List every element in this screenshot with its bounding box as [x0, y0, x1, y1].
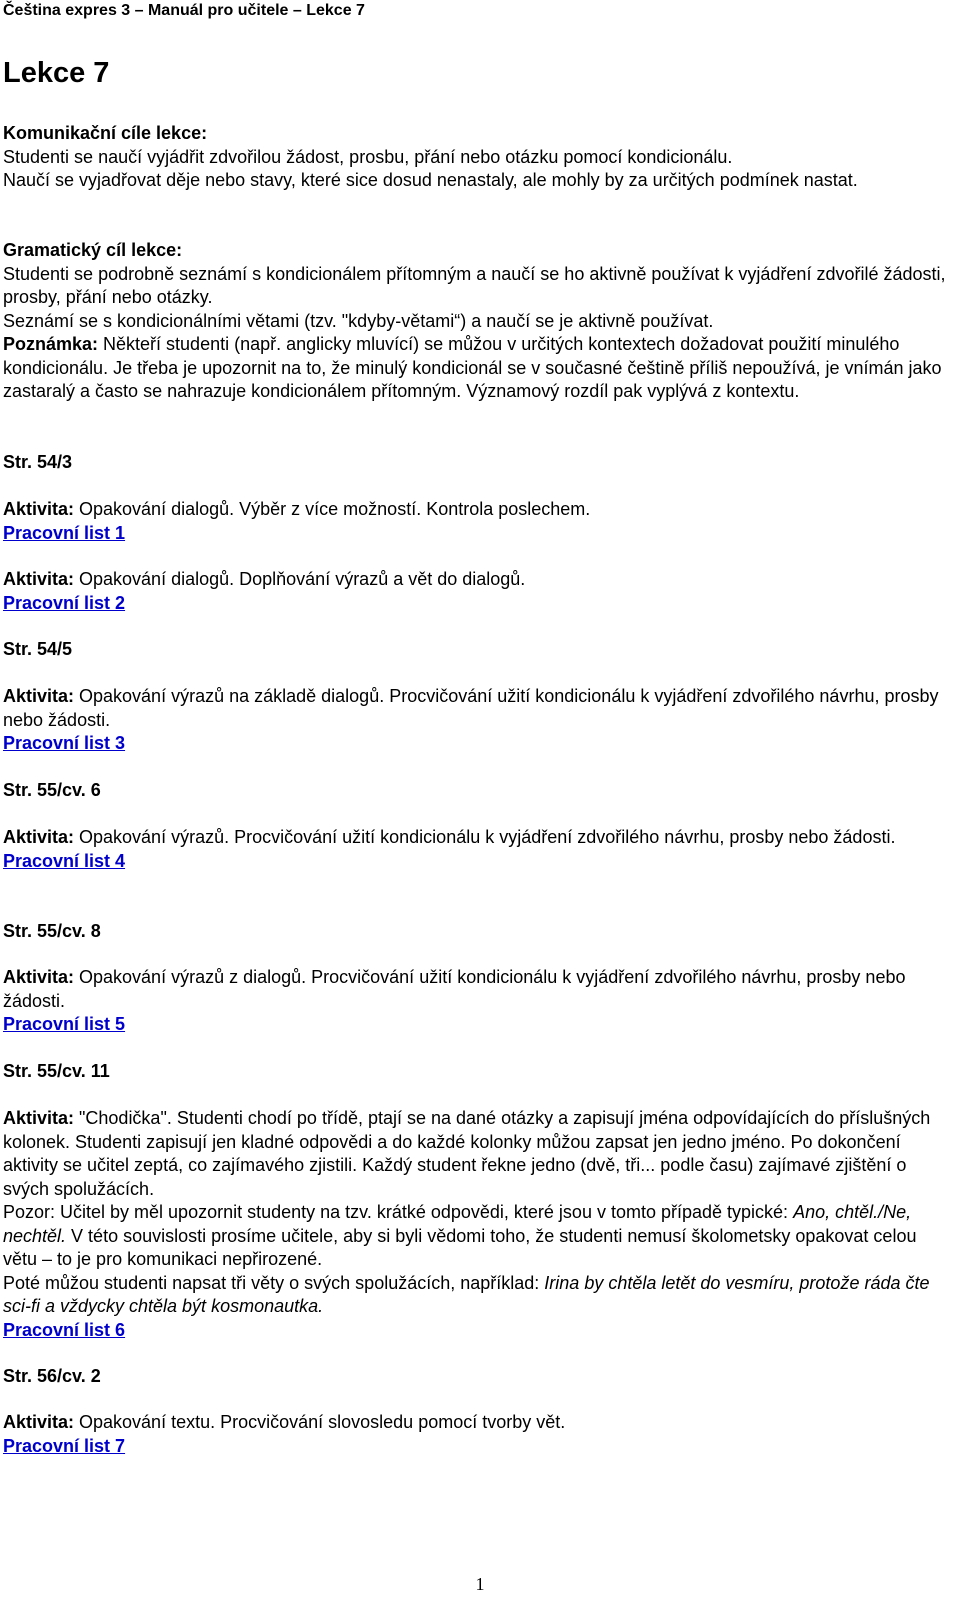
- communicative-goals-heading: Komunikační cíle lekce:: [3, 123, 208, 143]
- activity-description: [3, 1411, 953, 1435]
- activity: [3, 498, 953, 545]
- grammar-goals-line: Studenti se podrobně seznámí s kondicionálem přítomným a naučí se ho aktivně používat k vyjádření zdvořilé žádosti, prosby, přání nebo otázky.: [3, 263, 946, 307]
- grammar-note: [3, 333, 953, 404]
- activity-label: Aktivita:: [3, 1412, 75, 1432]
- communicative-goals-line: Studenti se naučí vyjádřit zdvořilou žádost, prosbu, přání nebo otázku pomocí kondicionálu.: [3, 146, 733, 167]
- warning-text: Pozor: Učitel by měl upozornit studenty na tzv. krátké odpovědi, které jsou v tomto případě typické:: [3, 1202, 794, 1222]
- activity-description: [3, 568, 953, 592]
- example-note: [3, 1272, 953, 1319]
- worksheet-link[interactable]: Pracovní list 5: [3, 1014, 126, 1034]
- activity-text: Opakování textu. Procvičování slovosledu pomocí tvorby vět.: [74, 1412, 566, 1432]
- activity-text: Opakování dialogů. Doplňování výrazů a vět do dialogů.: [74, 569, 526, 589]
- grammar-goals: [3, 239, 953, 404]
- activity-label: Aktivita:: [3, 499, 75, 519]
- activity: [3, 685, 953, 756]
- example-sentence: Irina by chtěla letět do vesmíru, protože ráda čte sci-fi a vždycky chtěla být kosmonautka.: [3, 1272, 930, 1316]
- activity: [3, 966, 953, 1037]
- warning-text: V této souvislosti prosíme učitele, aby si byli vědomi toho, že studenti nemusí školometsky opakovat celou větu – to je pro komunikaci nepřirozené.: [3, 1225, 917, 1269]
- worksheet-link[interactable]: Pracovní list 2: [3, 592, 126, 613]
- example-intro: Poté můžou studenti napsat tři věty o svých spolužácích, například:: [3, 1272, 545, 1293]
- worksheet-link[interactable]: Pracovní list 7: [3, 1435, 126, 1456]
- page-ref: Str. 54/3: [3, 452, 73, 472]
- activity-label: Aktivita:: [3, 967, 75, 987]
- activity-label: Aktivita:: [3, 569, 75, 589]
- lesson-title: Lekce 7: [3, 57, 110, 89]
- page-number: 1: [475, 1574, 485, 1594]
- worksheet-link[interactable]: Pracovní list 6: [3, 1319, 126, 1340]
- warning-note: [3, 1201, 953, 1272]
- communicative-goals: [3, 122, 953, 193]
- grammar-goals-heading: Gramatický cíl lekce:: [3, 240, 183, 260]
- activity-description: [3, 966, 953, 1013]
- activity: [3, 1107, 953, 1342]
- activity-description: [3, 1107, 953, 1201]
- running-header: Čeština expres 3 – Manuál pro učitele – Lekce 7: [3, 2, 365, 19]
- worksheet-link[interactable]: Pracovní list 3: [3, 733, 126, 753]
- activity: [3, 826, 953, 873]
- note-text: Někteří studenti (např. anglicky mluvící) se můžou v určitých kontextech dožadovat použití minulého kondicionálu. Je třeba je upozornit na to, že minulý kondicionál se v současné češtině příliš nepoužívá, je vnímán jako zastaralý a často se nahrazuje kondicionálem přítomným. Významový rozdíl pak vyplývá z kontextu.: [3, 334, 942, 401]
- activity-label: Aktivita:: [3, 827, 75, 847]
- page-ref: Str. 55/cv. 11: [3, 1061, 110, 1081]
- communicative-goals-line: Naučí se vyjadřovat děje nebo stavy, které sice dosud nenastaly, ale mohly by za určitých podmínek nastat.: [3, 170, 858, 190]
- page-ref: Str. 55/cv. 8: [3, 921, 101, 941]
- activity-description: [3, 826, 953, 850]
- grammar-goals-line: Seznámí se s kondicionálními větami (tzv. "kdyby-větami“) a naučí se je aktivně používat.: [3, 310, 714, 331]
- activity-label: Aktivita:: [3, 1108, 75, 1128]
- activity-text: Opakování výrazů na základě dialogů. Procvičování užití kondicionálu k vyjádření zdvořilého návrhu, prosby nebo žádosti.: [3, 686, 939, 730]
- activity: [3, 568, 953, 615]
- worksheet-link[interactable]: Pracovní list 1: [3, 522, 126, 543]
- warning-example: Ano, chtěl./Ne, nechtěl.: [3, 1202, 912, 1246]
- worksheet-link[interactable]: Pracovní list 4: [3, 850, 126, 871]
- activity-text: "Chodička". Studenti chodí po třídě, ptají se na dané otázky a zapisují jména odpovídajících do příslušných kolonek. Studenti zapisují jen kladné odpovědi a do každé kolonky můžou zapsat jen jedno jméno. Po dokončení aktivity se učitel zeptá, co zajímavého zjistili. Každý student řekne jedno (dvě, tři... podle času) zajímavé zjištění o svých spolužácích.: [3, 1108, 931, 1199]
- activity-description: [3, 685, 953, 732]
- activity-label: Aktivita:: [3, 686, 75, 706]
- activity: [3, 1411, 953, 1458]
- page-ref: Str. 56/cv. 2: [3, 1366, 101, 1386]
- activity-text: Opakování výrazů z dialogů. Procvičování užití kondicionálu k vyjádření zdvořilého návrhu, prosby nebo žádosti.: [3, 967, 906, 1011]
- activity-text: Opakování dialogů. Výběr z více možností. Kontrola poslechem.: [74, 499, 591, 519]
- note-label: Poznámka:: [3, 334, 99, 354]
- page-ref: Str. 54/5: [3, 639, 73, 659]
- page-ref: Str. 55/cv. 6: [3, 780, 101, 800]
- activity-description: [3, 498, 953, 522]
- activity-text: Opakování výrazů. Procvičování užití kondicionálu k vyjádření zdvořilého návrhu, prosby nebo žádosti.: [74, 827, 896, 847]
